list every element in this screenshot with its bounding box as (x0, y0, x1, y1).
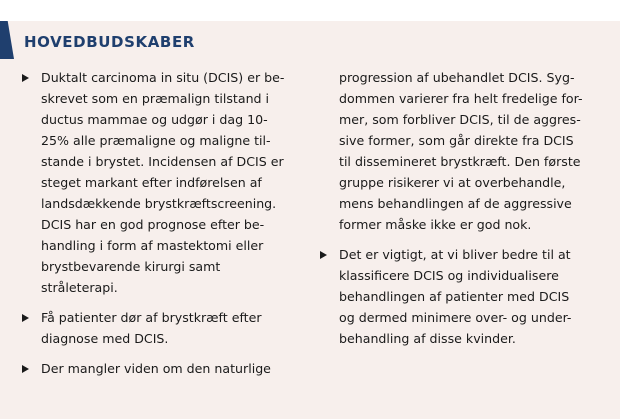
triangle-bullet-icon (320, 251, 327, 259)
list-item-text: progression af ubehandlet DCIS. Syg- dommen varierer fra helt fredelige for- mer, som forbliver DCIS, til de aggres- sive former, som går direkte fra DCIS til dissemineret brystkræft. Den første gruppe risikerer vi at overbehandle, mens behandlingen af de aggressive former måske ikke er god nok. (339, 70, 583, 232)
triangle-bullet-icon (22, 365, 29, 373)
right-column (319, 67, 587, 358)
box-title: HOVEDBUDSKABER (24, 33, 195, 51)
list-item-text: Få patienter dør af brystkræft efter diagnose med DCIS. (41, 310, 262, 346)
list-item (21, 358, 289, 379)
list-item (319, 244, 587, 349)
list-item (21, 67, 289, 298)
triangle-bullet-icon (22, 74, 29, 82)
list-item-text: Duktalt carcinoma in situ (DCIS) er be- skrevet som en præmalign tilstand i ductus mammae og udgør i dag 10- 25% alle præmaligne og maligne til- stande i brystet. Incidensen af DCIS er steget markant efter indførelsen af landsdækkende brystkræftscreening. DCIS har en god prognose efter be- handling i form af mastektomi eller brystbevarende kirurgi samt stråleterapi. (41, 70, 285, 295)
list-item-text: Det er vigtigt, at vi bliver bedre til at klassificere DCIS og individualisere behandlingen af patienter med DCIS og dermed minimere over- og under- behandling af disse kvinder. (339, 247, 572, 346)
list-item-text: Der mangler viden om den naturlige (41, 361, 271, 376)
list-item-continuation (319, 67, 587, 235)
left-column (21, 67, 289, 388)
triangle-bullet-icon (22, 314, 29, 322)
list-item (21, 307, 289, 349)
